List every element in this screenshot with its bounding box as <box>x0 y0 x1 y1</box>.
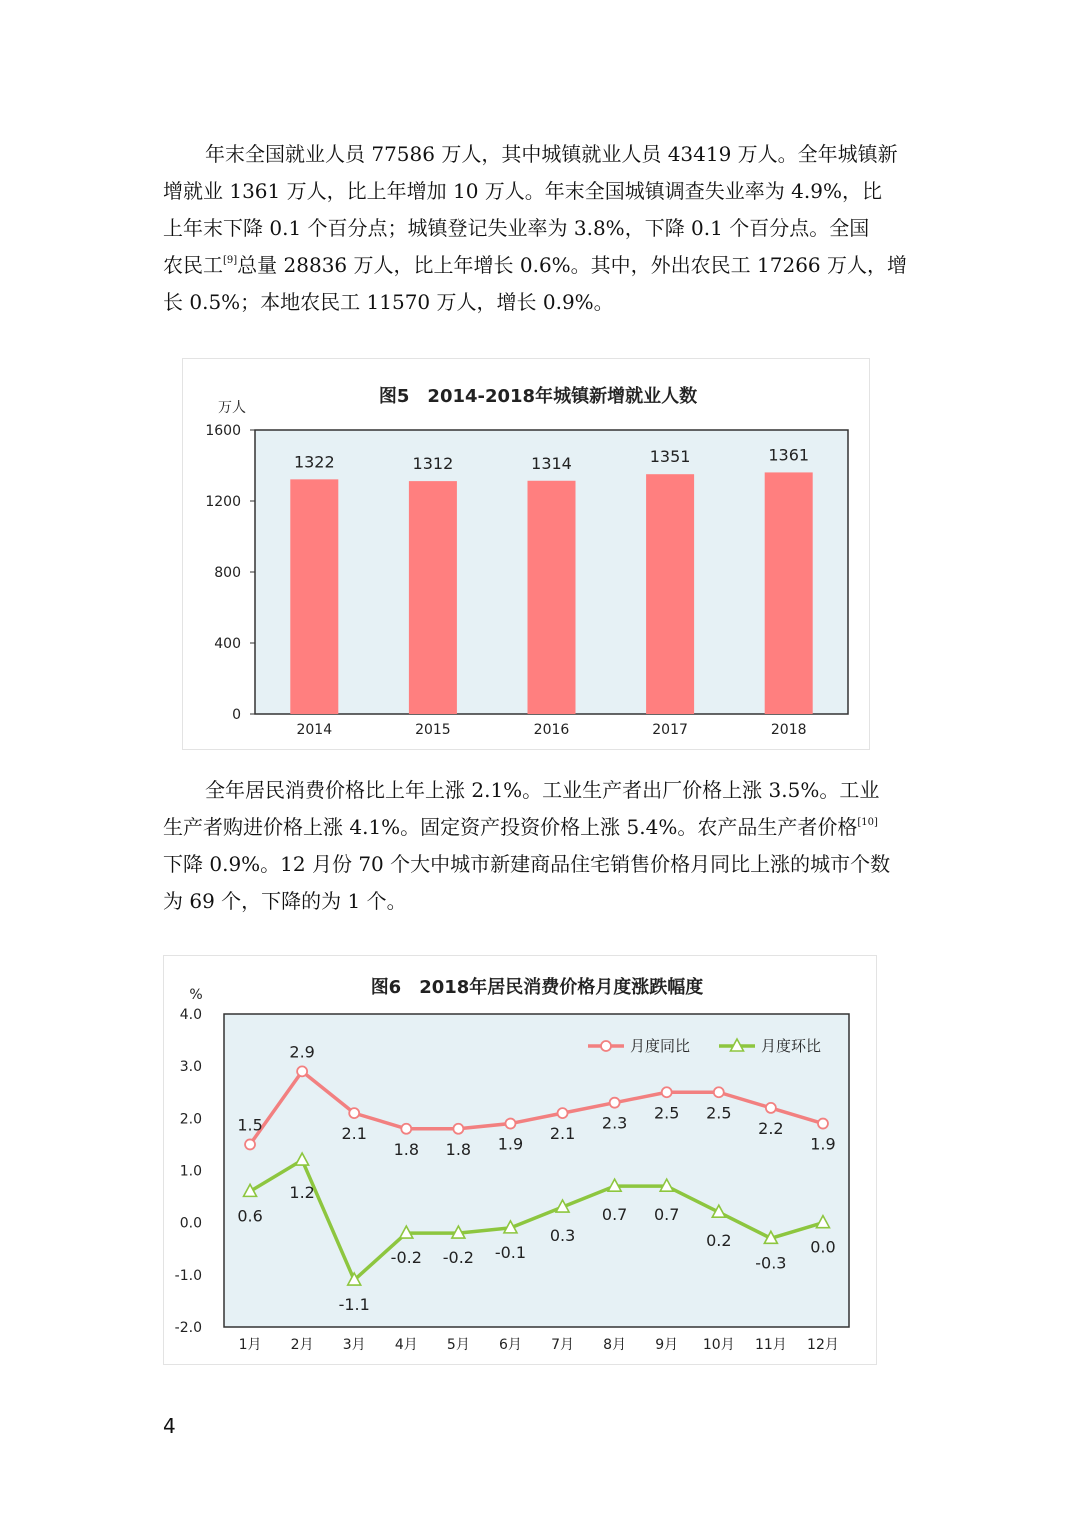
y-tick-label: 400 <box>214 636 241 652</box>
paragraph-prices <box>163 772 915 920</box>
data-label-mom: -0.3 <box>755 1253 787 1273</box>
footnote-ref-10: [10] <box>857 817 878 828</box>
data-label-mom: 1.2 <box>289 1183 315 1203</box>
para1-line-4-text-b: 总量 28836 万人，比上年增长 0.6%。其中，外出农民工 17266 万人，增 <box>237 253 908 277</box>
x-tick-label: 3月 <box>342 1337 366 1353</box>
x-tick-label: 5月 <box>446 1337 470 1353</box>
y-tick-label: 3.0 <box>179 1059 202 1076</box>
data-label-mom: 0.7 <box>653 1205 680 1225</box>
data-point-yoy <box>245 1139 255 1149</box>
data-label-yoy: 1.9 <box>810 1134 836 1154</box>
x-tick-label: 2018 <box>770 722 807 738</box>
x-tick-label: 9月 <box>655 1337 679 1353</box>
data-label-yoy: 2.9 <box>289 1042 315 1062</box>
data-label-mom: 0.2 <box>706 1231 732 1251</box>
chart-title: 图6 2018年居民消费价格月度涨跌幅度 <box>370 977 704 998</box>
data-point-yoy <box>662 1087 672 1097</box>
data-label-yoy: 2.1 <box>549 1124 576 1144</box>
legend-label-mom: 月度环比 <box>761 1037 822 1055</box>
data-label-mom: -1.1 <box>338 1295 370 1315</box>
data-point-yoy <box>505 1119 515 1129</box>
x-tick-label: 8月 <box>603 1337 627 1353</box>
y-tick-label: 800 <box>214 565 241 581</box>
y-tick-label: 1.0 <box>179 1163 202 1180</box>
para1-line-3: 上年末下降 0.1 个百分点；城镇登记失业率为 3.8%，下降 0.1 个百分点。全国 <box>163 216 870 240</box>
x-tick-label: 2月 <box>290 1337 314 1353</box>
para1-line-4-text-a: 农民工 <box>163 253 223 277</box>
y-tick-label: -2.0 <box>174 1320 202 1336</box>
bar-data-label: 1351 <box>649 447 691 467</box>
x-tick-label: 2014 <box>296 722 333 738</box>
para1-line-4 <box>163 247 915 284</box>
bar <box>765 472 813 714</box>
data-point-yoy <box>297 1066 307 1076</box>
data-label-yoy: 2.5 <box>706 1103 732 1123</box>
bar <box>528 481 576 714</box>
data-label-yoy: 1.9 <box>497 1134 524 1154</box>
paragraph-employment <box>163 136 915 321</box>
x-tick-label: 10月 <box>702 1337 735 1353</box>
data-label-mom: -0.2 <box>442 1248 474 1268</box>
bar-data-label: 1314 <box>531 453 572 473</box>
y-tick-label: 1600 <box>205 423 241 439</box>
bar-data-label: 1312 <box>412 454 454 474</box>
bar <box>409 481 457 714</box>
data-label-yoy: 2.5 <box>653 1103 680 1123</box>
para1-line-5: 长 0.5%；本地农民工 11570 万人，增长 0.9%。 <box>163 290 614 314</box>
data-point-yoy <box>401 1124 411 1134</box>
data-label-mom: -0.2 <box>390 1248 422 1268</box>
data-label-mom: 0.7 <box>601 1205 628 1225</box>
para2-line-2-text-a: 生产者购进价格上涨 4.1%。固定资产投资价格上涨 5.4%。农产品生产者价格 <box>163 815 858 839</box>
data-label-yoy: 2.3 <box>601 1113 628 1133</box>
chart-title: 图5 2014-2018年城镇新增就业人数 <box>378 386 698 407</box>
data-label-mom: 0.3 <box>549 1226 576 1246</box>
y-axis-unit-label: 万人 <box>218 400 246 416</box>
plot-area <box>224 1014 849 1327</box>
y-tick-label: 4.0 <box>179 1007 202 1023</box>
data-point-yoy <box>453 1124 463 1134</box>
para1-line-1: 年末全国就业人员 77586 万人，其中城镇就业人员 43419 万人。全年城镇新 <box>205 142 898 166</box>
page-number: 4 <box>163 1414 176 1438</box>
x-tick-label: 7月 <box>551 1337 575 1353</box>
data-point-yoy <box>610 1098 620 1108</box>
x-tick-label: 4月 <box>394 1337 418 1353</box>
x-tick-label: 2017 <box>652 722 688 738</box>
y-tick-label: 0 <box>232 707 241 723</box>
data-label-yoy: 2.2 <box>758 1118 784 1138</box>
data-point-yoy <box>558 1108 568 1118</box>
legend-label-yoy: 月度同比 <box>630 1037 691 1055</box>
bar <box>646 474 694 714</box>
para2-line-3: 下降 0.9%。12 月份 70 个大中城市新建商品住宅销售价格月同比上涨的城市个数 <box>163 852 891 876</box>
para2-line-4: 为 69 个，下降的为 1 个。 <box>163 889 407 913</box>
data-label-mom: 0.0 <box>810 1237 836 1257</box>
y-tick-label: 0.0 <box>179 1215 202 1232</box>
figure-6-line-chart <box>163 955 877 1365</box>
data-point-yoy <box>714 1087 724 1097</box>
y-tick-label: 1200 <box>205 494 241 510</box>
y-axis-unit-label: % <box>189 987 203 1003</box>
x-tick-label: 2015 <box>415 722 451 738</box>
y-tick-label: -1.0 <box>174 1267 202 1284</box>
data-label-yoy: 1.8 <box>445 1139 472 1159</box>
footnote-ref-9: [9] <box>223 255 238 266</box>
para1-line-2: 增就业 1361 万人，比上年增加 10 万人。年末全国城镇调查失业率为 4.9%，比 <box>163 179 882 203</box>
data-point-yoy <box>766 1103 776 1113</box>
bar-data-label: 1361 <box>768 445 810 465</box>
data-point-yoy <box>349 1108 359 1118</box>
x-tick-label: 2016 <box>533 722 570 738</box>
data-point-yoy <box>818 1119 828 1129</box>
x-tick-label: 1月 <box>238 1337 262 1353</box>
x-tick-label: 11月 <box>754 1337 787 1353</box>
legend-marker-yoy <box>601 1041 611 1051</box>
data-label-yoy: 2.1 <box>341 1124 367 1144</box>
y-tick-label: 2.0 <box>179 1111 202 1128</box>
para2-line-1: 全年居民消费价格比上年上涨 2.1%。工业生产者出厂价格上涨 3.5%。工业 <box>205 778 880 802</box>
para2-line-2 <box>163 809 915 846</box>
line-chart-svg <box>163 955 877 1365</box>
data-label-yoy: 1.5 <box>237 1115 263 1135</box>
bar-chart-svg <box>182 358 870 750</box>
x-tick-label: 6月 <box>498 1337 522 1353</box>
bar <box>290 479 338 714</box>
data-label-yoy: 1.8 <box>393 1139 420 1159</box>
bar-data-label: 1322 <box>293 452 335 472</box>
figure-5-bar-chart <box>182 358 870 750</box>
x-tick-label: 12月 <box>807 1337 839 1353</box>
data-label-mom: -0.1 <box>494 1242 527 1262</box>
data-label-mom: 0.6 <box>237 1206 263 1226</box>
